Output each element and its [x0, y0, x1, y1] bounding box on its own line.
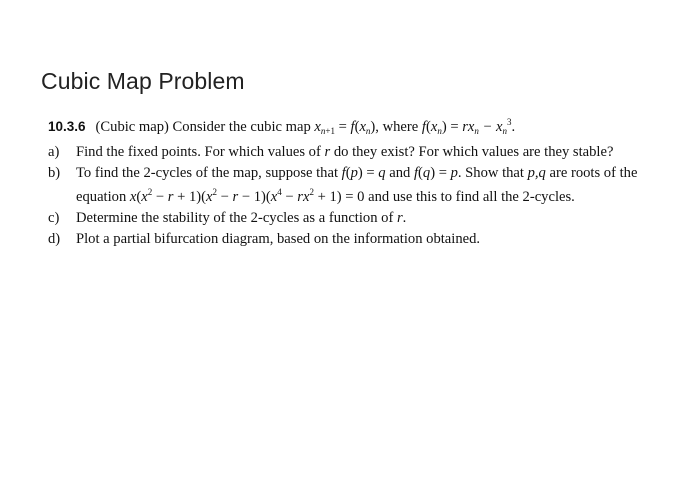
math-f-of-xn: f [350, 119, 355, 135]
part-d-letter: d) [48, 231, 61, 247]
math-f-def: f [421, 119, 426, 135]
part-a-letter: a) [48, 144, 60, 160]
math-x-n-plus-1: $x_{n+1}$ [314, 119, 335, 136]
problem-intro: 10.3.6 (Cubic map) Consider the cubic map $x_{n+1} = f(x_n)$, where $f(x_n) = rx_n - x_n^3$. [48, 117, 516, 136]
part-b: b) To find the 2-cycles of the map, suppose that f(p) = q and f(q) = p. Show that p,q are roots of the equation $x(x^2 - r + 1)(x^2 - r - 1)(x^4 - rx^2 + 1) = 0$ and use this to find all the 2-cycles. [48, 165, 638, 205]
math-cycle-equation: $x(x^2 - r + 1)(x^2 - r - 1)(x^4 - rx^2 + 1) = 0$ [129, 187, 365, 205]
math-fq-eq-p: f(q) = p [413, 165, 458, 181]
problem-block [48, 113, 648, 249]
math-r: r [396, 210, 403, 226]
math-p-q: p,q [527, 165, 546, 181]
part-b-letter: b) [48, 165, 61, 181]
problem-number: 10.3.6 [48, 119, 86, 134]
math-cubic-rhs: $rx_n - x_n^3$ [462, 117, 512, 136]
math-fp-eq-q: f(p) = q [341, 165, 386, 181]
part-c: c) Determine the stability of the 2-cycles as a function of r. [48, 210, 407, 226]
part-c-letter: c) [48, 210, 60, 226]
page-heading: Cubic Map Problem [41, 68, 245, 94]
part-d: d) Plot a partial bifurcation diagram, based on the information obtained. [48, 231, 481, 247]
math-r: r [324, 144, 331, 160]
part-a: a) Find the fixed points. For which values of r do they exist? For which values are they stable? [48, 144, 614, 160]
